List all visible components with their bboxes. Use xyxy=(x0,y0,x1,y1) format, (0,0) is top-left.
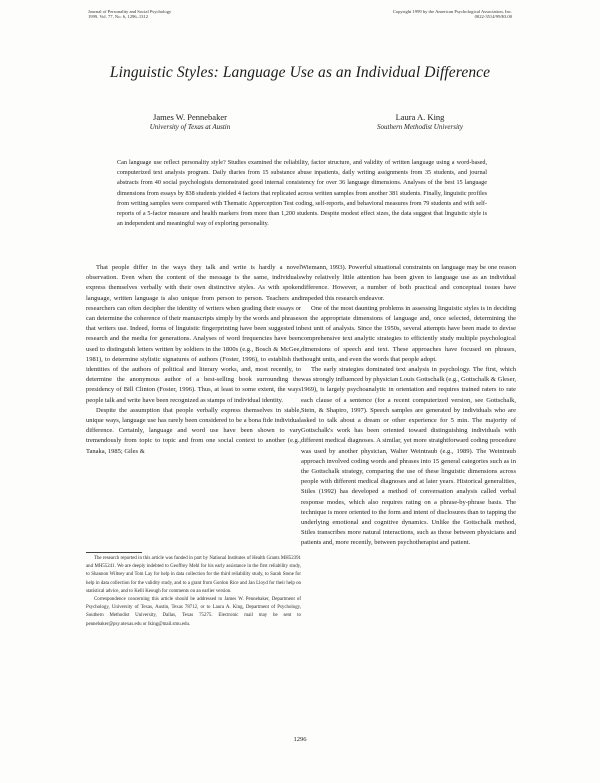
journal-volume: 1999, Vol. 77, No. 6, 1296–1312 xyxy=(88,14,149,20)
author-affiliation: Southern Methodist University xyxy=(377,123,463,131)
body-paragraph: That people differ in the ways they talk and write is hardly a novel observation. Even when the content of the message is the same, individuals express themselves verbally with their own distinctive styles. As with spoken language, written language is also unique from person to person. Teachers and researchers can often decipher the identity of writers when grading their essays or can determine the coherence of their manuscripts simply by the words and phrases that writers use. Indeed, forms of linguistic fingerprinting have been suggested in research and the media for generations. Analyses of word frequencies have been used to distinguish letters written by soldiers in the 1800s (e.g., Bosch & McGee, 1981), to determine stylistic signatures of authors (Foster, 1996), to establish the identities of the authors of political and literary works, and, most recently, to determine the anonymous author of a best-selling book surrounding the presidency of Bill Clinton (Foster, 1996). Thus, at least to some extent, the ways people talk and write have been recognized as stamps of individual identity. xyxy=(86,264,301,404)
author-affiliation: University of Texas at Austin xyxy=(149,123,231,131)
body-column-left xyxy=(86,263,301,457)
body-paragraph: Despite the assumption that people verbally express themselves in stable, unique ways, language use has rarely been considered to be a bona fide individual difference. Certainly, language and word use have been shown to vary tremendously from topic to topic and from one social context to another (e.g., Tanaka, 1985; Giles & xyxy=(86,406,301,455)
copyright-line: Copyright 1999 by the American Psychological Association, Inc. xyxy=(392,9,512,14)
author-name: Laura A. King xyxy=(395,112,445,122)
author-note: The research reported in this article was funded in part by National Institutes of Health Grants MH52391 and MH55241. We are deeply indebted to Geoffrey Mehl for his early assistance in the first reliability study, to Shannon Wiltsey and Tom Lay for help in data collection for the third reliability study, to Sarah Stone for help in data collection for the validity study, and to a grant from Gordon Rice and Jan Lloyd for their help on statistical advice, and to Kelli Keough for comments on an earlier version. xyxy=(86,556,301,594)
author-block xyxy=(330,112,510,132)
page-number: 1296 xyxy=(293,736,307,743)
body-paragraph: One of the most daunting problems in assessing linguistic styles is in deciding on the appropriate dimensions of language and, once selected, determining the best unit of analysis. Since the 1950s, several attempts have been made to devise comprehensive text analytic strategies to efficiently study multiple psychological dimensions of speech and text. These approaches have focused on phrases, thought units, and even the words that people adopt. xyxy=(301,304,516,363)
running-header-right xyxy=(362,9,512,20)
article-title: Linguistic Styles: Language Use as an Individual Difference xyxy=(109,64,491,81)
body-paragraph: The early strategies dominated text analysis in psychology. The first, which was strongly influenced by physician Louis Gottschalk (e.g., Gottschalk & Gleser, 1969), is largely psychoanalytic in orientation and requires trained raters to rate each clause of a sentence (for a recent computerized version, see Gottschalk, Stein, & Shapiro, 1997). Speech samples are generated by individuals who are asked to talk about a dream or other experience for 5 min. The majority of Gottschalk's work has been oriented toward distinguishing individuals with different medical diagnoses. A similar, yet more straightforward coding procedure was used by another physician, Walter Weintraub (e.g., 1989). The Weintraub approach involved coding words and phrases into 15 general categories such as in the Gottschalk strategy, comparing the use of these linguistic dimensions across people with different medical diagnoses and at later years. Historical generalities, Stiles (1992) has developed a method of conversation analysis called verbal response modes, which also requires rating on a phrase-by-phrase basis. The technique is more oriented to the form and intent of disclosures than to tapping the underlying emotional and cognitive dynamics. Unlike the Gottschalk method, Stiles transcribes more natural interactions, such as those between physicians and patients and, more recently, between psychotherapist and patient. xyxy=(301,366,516,547)
running-header-left xyxy=(88,9,238,20)
issn-line: 0022-3514/99/$3.00 xyxy=(474,14,512,20)
footnotes xyxy=(86,555,301,629)
author-block xyxy=(100,112,280,132)
journal-name: Journal of Personality and Social Psychology xyxy=(88,9,172,14)
abstract: Can language use reflect personality style? Studies examined the reliability, factor structure, and validity of written language using a word-based, computerized text analysis program. Daily diaries from 15 substance abuse inpatients, daily writing assignments from 35 students, and journal abstracts from 40 social psychologists demonstrated good internal consistency for over 36 language dimensions. Analyses of the best 15 language dimensions from essays by 838 students yielded 4 factors that replicated across written samples from another 381 students. Finally, linguistic profiles from writing samples were compared with Thematic Apperception Test coding, self-reports, and behavioral measures from 79 students and with self-reports of a 5-factor measure and health markers from more than 1,200 students. Despite modest effect sizes, the data suggest that linguistic style is an independent and meaningful way of exploring personality. xyxy=(117,159,487,228)
correspondence-note: Correspondence concerning this article should be addressed to James W. Pennebaker, Department of Psychology, University of Texas, Austin, Texas 78712, or to Laura A. King, Department of Psychology, Southern Methodist University, Dallas, Texas 75275. Electronic mail may be sent to pennebaker@psy.utexas.edu or lking@mail.smu.edu. xyxy=(86,597,301,627)
body-paragraph: Wiemann, 1993). Powerful situational constraints on language may be one reason why relatively little attention has been given to language use as an individual difference. However, a number of both practical and conceptual issues have impeded this research endeavor. xyxy=(301,264,516,302)
footnote-divider xyxy=(86,552,142,553)
author-name: James W. Pennebaker xyxy=(153,112,227,122)
body-column-right xyxy=(301,263,516,549)
